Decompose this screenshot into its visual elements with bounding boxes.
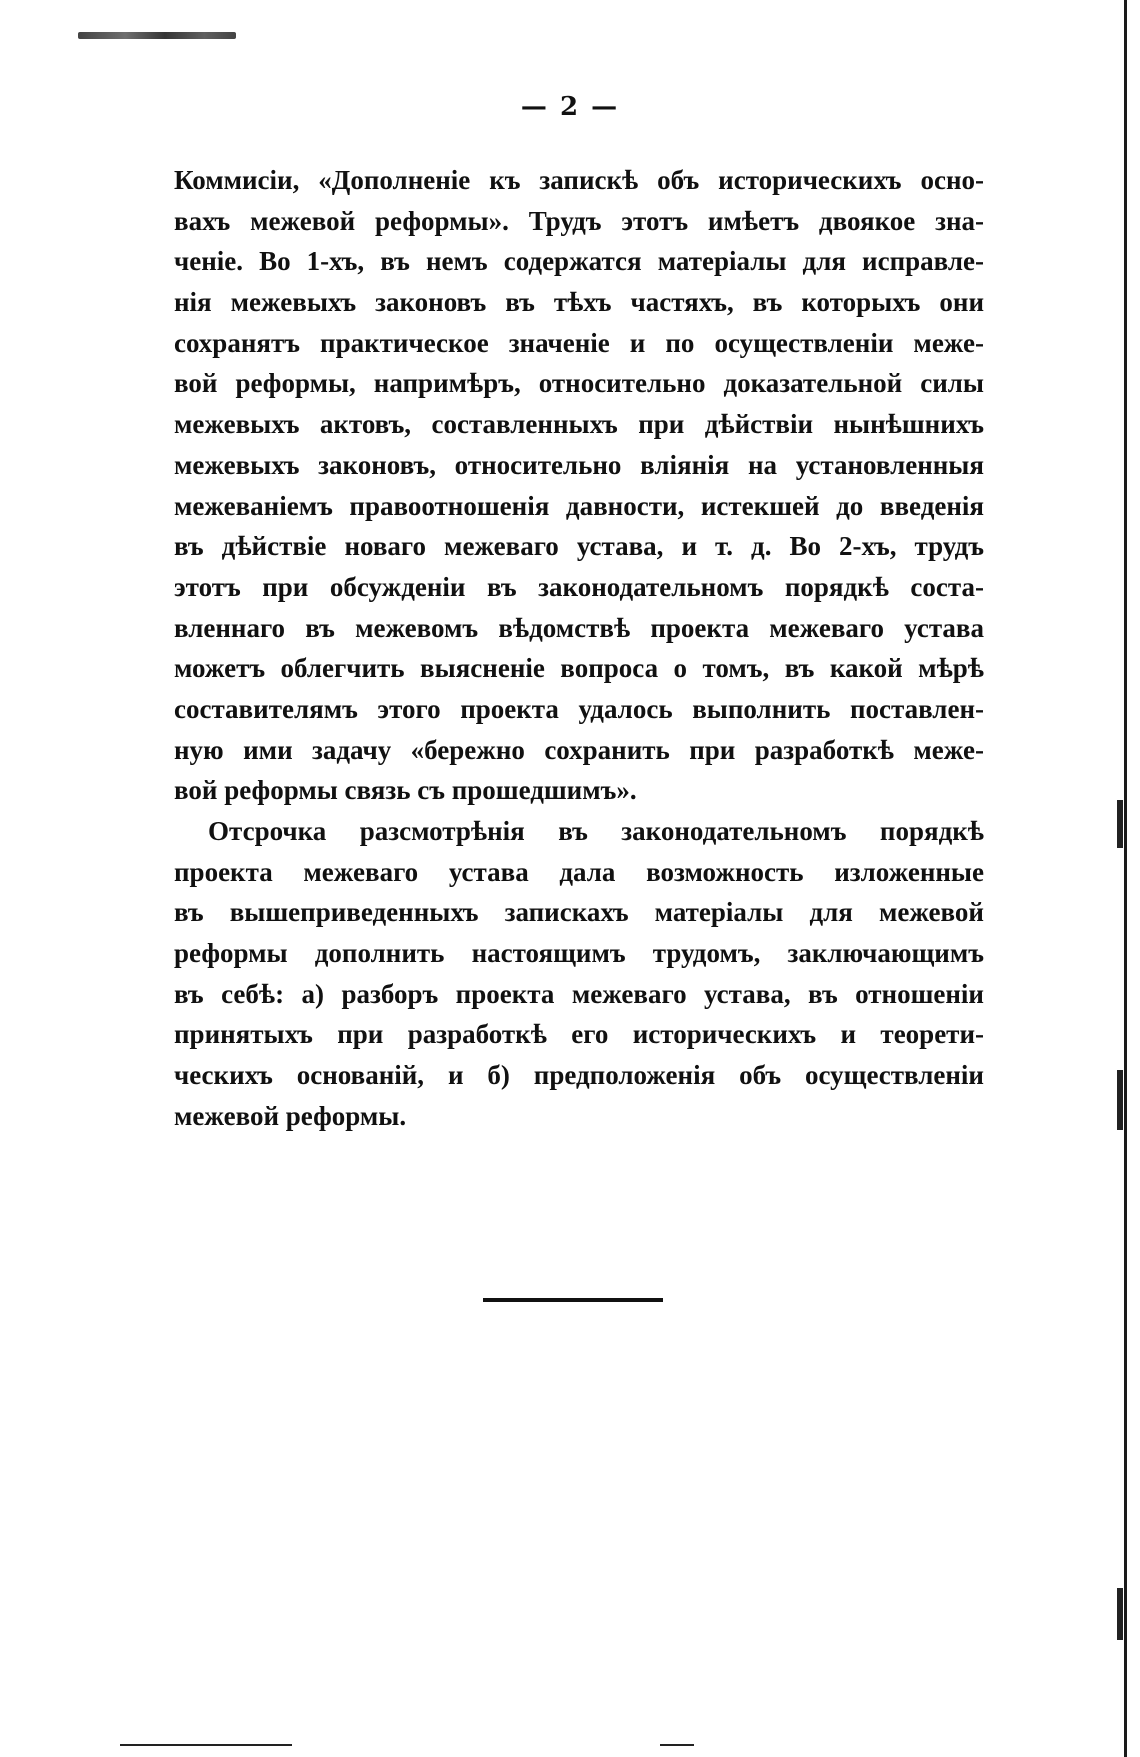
text-line: Коммисіи, «Дополненіе къ запискѣ объ историческихъ осно- [174,165,984,195]
text-line: ную ими задачу «бережно сохранить при разработкѣ меже- [174,734,984,765]
text-line: Отсрочка разсмотрѣнія въ законодательномъ порядкѣ [208,816,984,846]
text-line: сохранятъ практическое значеніе и по осуществленіи меже- [174,327,984,358]
text-line: въ дѣйствіе новаго межеваго устава, и т. д. Во 2-хъ, трудъ [174,531,984,562]
text-line: можетъ облегчить выясненіе вопроса о томъ, въ какой мѣрѣ [174,653,984,684]
edge-mark [1117,1588,1123,1640]
text-line: проекта межеваго устава дала возможность изложенные [174,856,984,887]
text-line: этотъ при обсужденіи въ законодательномъ порядкѣ соста- [174,571,984,602]
edge-mark [1117,800,1123,848]
footer-rule [660,1744,694,1746]
text-line: вахъ межевой реформы». Трудъ этотъ имѣетъ двоякое зна- [174,205,984,236]
page-number: — 2 — [520,92,620,122]
text-line: вленнаго въ межевомъ вѣдомствѣ проекта межеваго устава [174,612,984,643]
edge-mark [1117,1070,1123,1130]
text-line: въ вышеприведенныхъ запискахъ матеріалы для межевой [174,897,984,928]
text-line: принятыхъ при разработкѣ его историческихъ и теорети- [174,1019,984,1050]
scan-artifact-top [78,32,236,39]
text-line: ченіе. Во 1-хъ, въ немъ содержатся матеріалы для исправле- [174,246,984,277]
text-line: реформы дополнить настоящимъ трудомъ, заключающимъ [174,938,984,969]
text-line: вой реформы связь съ прошедшимъ». [174,775,637,806]
text-line: въ себѣ: а) разборъ проекта межеваго устава, въ отношеніи [174,978,984,1009]
body-text [174,160,984,1137]
page-edge-right [1124,0,1127,1757]
text-line: межевой реформы. [174,1100,407,1131]
text-line: межевыхъ актовъ, составленныхъ при дѣйствіи нынѣшнихъ [174,409,984,440]
text-line: ческихъ основаній, и б) предположенія объ осуществленіи [174,1060,984,1091]
text-line: вой реформы, напримѣръ, относительно доказательной силы [174,368,984,399]
footer-rule [120,1744,292,1746]
text-line: межевыхъ законовъ, относительно вліянія на установленныя [174,449,984,480]
text-line: составителямъ этого проекта удалось выполнить поставлен- [174,693,984,724]
text-line: межеваніемъ правоотношенія давности, истекшей до введенія [174,490,984,521]
text-line: нія межевыхъ законовъ въ тѣхъ частяхъ, въ которыхъ они [174,287,984,318]
section-end-rule [483,1298,663,1302]
